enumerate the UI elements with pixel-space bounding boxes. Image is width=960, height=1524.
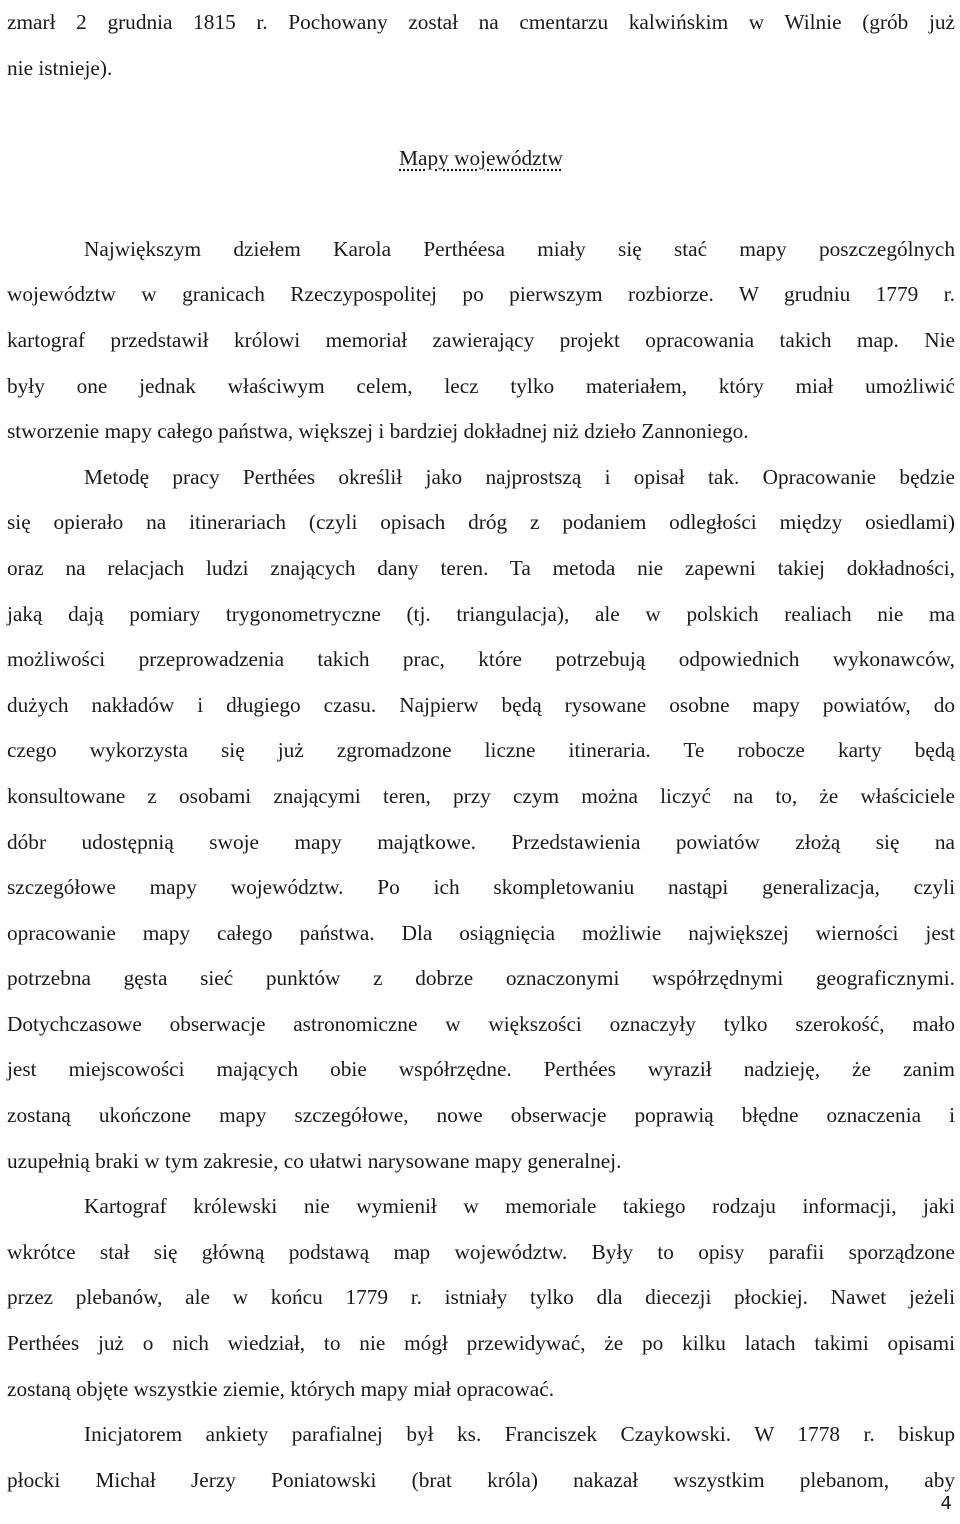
text-line: nie istnieje). [7, 55, 113, 80]
text-line: Inicjatorem ankiety parafialnej był ks. Franciszek Czaykowski. W 1778 r. biskup [84, 1422, 955, 1447]
text-line: oraz na relacjach ludzi znających dany teren. Ta metoda nie zapewni takiej dokładności, [7, 555, 955, 580]
paragraph-1 [7, 227, 955, 455]
text-line: uzupełnią braki w tym zakresie, co ułatwi narysowane mapy generalnej. [7, 1148, 622, 1173]
document-page [7, 0, 955, 1503]
text-line: opracowanie mapy całego państwa. Dla osiągnięcia możliwie największej wierności jest [7, 920, 955, 945]
text-line: potrzebna gęsta sieć punktów z dobrze oznaczonymi współrzędnymi geograficznymi. [7, 966, 955, 991]
text-line: dużych nakładów i długiego czasu. Najpierw będą rysowane osobne mapy powiatów, do [7, 692, 955, 717]
text-line: jaką dają pomiary trygonometryczne (tj. triangulacja), ale w polskich realiach nie ma [7, 601, 955, 626]
text-line: się opierało na itinerariach (czyli opisach dróg z podaniem odległości między osiedlami) [7, 510, 955, 535]
text-line: Kartograf królewski nie wymienił w memoriale takiego rodzaju informacji, jaki [84, 1194, 955, 1219]
page-number: 4 [940, 1493, 952, 1514]
intro-text [7, 0, 955, 91]
text-line: czego wykorzysta się już zgromadzone liczne itineraria. Te robocze karty będą [7, 738, 955, 763]
text-line: Perthées już o nich wiedział, to nie mógł przewidywać, że po kilku latach takimi opisami [7, 1331, 955, 1356]
text-line: szczegółowe mapy województw. Po ich skompletowaniu nastąpi generalizacja, czyli [7, 875, 955, 900]
text-line: zmarł 2 grudnia 1815 r. Pochowany został na cmentarzu kalwińskim w Wilnie (grób już [7, 10, 955, 34]
text-line: zostaną ukończone mapy szczegółowe, nowe obserwacje poprawią błędne oznaczenia i [7, 1103, 955, 1128]
paragraph-4 [7, 1412, 955, 1503]
text-line: jest miejscowości mających obie współrzędne. Perthées wyraził nadzieję, że zanim [7, 1057, 955, 1082]
text-line: województw w granicach Rzeczypospolitej po pierwszym rozbiorze. W grudniu 1779 r. [7, 282, 955, 307]
text-line: wkrótce stał się główną podstawą map województw. Były to opisy parafii sporządzone [7, 1239, 955, 1264]
text-line: zostaną objęte wszystkie ziemie, których mapy miał opracować. [7, 1376, 555, 1401]
text-line: Metodę pracy Perthées określił jako najprostszą i opisał tak. Opracowanie będzie [84, 464, 955, 489]
text-line: kartograf przedstawił królowi memoriał zawierający projekt opracowania takich map. Nie [7, 327, 955, 352]
paragraph-2 [7, 455, 955, 1185]
text-line: konsultowane z osobami znającymi teren, przy czym można liczyć na to, że właściciele [7, 783, 955, 808]
text-line: przez plebanów, ale w końcu 1779 r. istniały tylko dla diecezji płockiej. Nawet jeżeli [7, 1285, 955, 1310]
text-line: stworzenie mapy całego państwa, większej i bardziej dokładnej niż dzieło Zannoniego. [7, 419, 749, 444]
text-line: Dotychczasowe obserwacje astronomiczne w większości oznaczyły tylko szerokość, mało [7, 1011, 955, 1036]
section-heading-text: Mapy województw [399, 146, 563, 171]
text-line: dóbr udostępnią swoje mapy majątkowe. Przedstawienia powiatów złożą się na [7, 829, 955, 854]
text-line: płocki Michał Jerzy Poniatowski (brat króla) nakazał wszystkim plebanom, aby [7, 1467, 955, 1492]
section-heading [7, 136, 955, 182]
paragraph-3 [7, 1184, 955, 1412]
text-line: możliwości przeprowadzenia takich prac, które potrzebują odpowiednich wykonawców, [7, 647, 955, 672]
text-line: były one jednak właściwym celem, lecz tylko materiałem, który miał umożliwić [7, 373, 955, 398]
text-line: Największym dziełem Karola Perthéesa miały się stać mapy poszczególnych [84, 236, 955, 261]
